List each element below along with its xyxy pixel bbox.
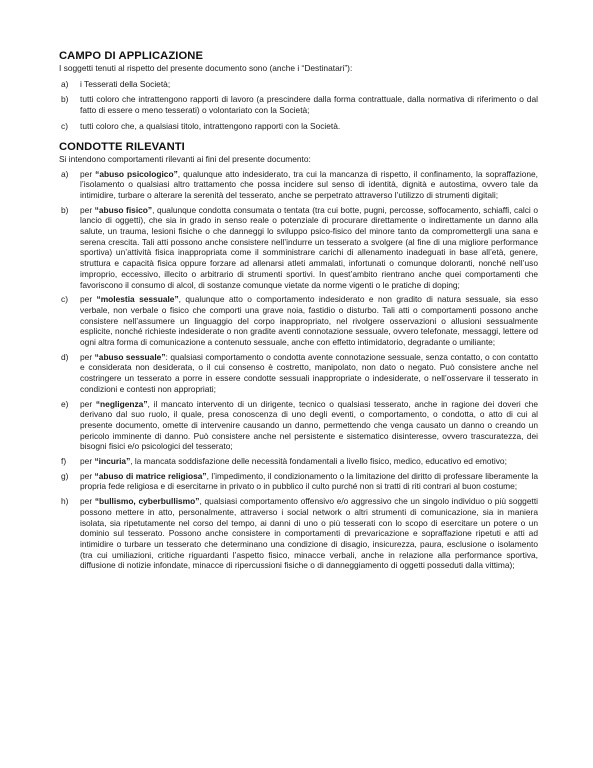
item-text: , l’impedimento, il condizionamento o la limitazione del diritto di professare liberamente la propria fede religiosa e di esercitarne in privato o in pubblico il culto purché non si tratti di riti contrari al buon costume; (80, 470, 538, 492)
item-text: tutti coloro che intrattengono rapporti di lavoro (a prescindere dalla forma contrattuale, dalla normativa di riferimento o dal fatto di essere o meno tesserati) o volontariato con la Società; (80, 94, 538, 115)
list-item (59, 456, 538, 467)
item-prefix: per (80, 204, 95, 215)
item-text: , qualunque atto indesiderato, tra cui la mancanza di rispetto, il confinamento, la sopraffazione, l’isolamento o qualsiasi altro trattamento che possa incidere sul senso di identità, dignità e autostima, ovvero tale da intimidire, turbare o alterare la serenità del tesserato, anche se perpetrato attraverso l’utilizzo di strumenti digitali; (80, 168, 538, 200)
item-text: , il mancato intervento di un dirigente, tecnico o qualsiasi tesserato, anche in ragione dei doveri che derivano dal suo ruolo, il quale, presa conoscenza di uno degli eventi, o comportamento, o condotta, o atto di cui al presente documento, omette di intervenire causando un danno, permettendo che venga causato un danno o creando un pericolo imminente di danno. Può consistere anche nel persistente e sistematico disinteresse, ovvero trascuratezza, dei bisogni fisici e/o psicologici del tesserato; (80, 398, 538, 452)
list-item (59, 205, 538, 291)
item-term: “negligenza” (95, 398, 148, 409)
item-prefix: per (80, 470, 95, 481)
item-marker: b) (61, 94, 69, 105)
item-marker: d) (61, 351, 69, 362)
item-term: “abuso di matrice religiosa” (94, 470, 207, 481)
campo-list (59, 79, 538, 132)
item-marker: c) (61, 120, 68, 131)
item-term: “incuria” (94, 456, 131, 467)
item-marker: e) (61, 398, 69, 409)
item-marker: g) (61, 470, 69, 481)
list-item (59, 169, 538, 201)
item-prefix: per (80, 496, 95, 507)
item-marker: a) (61, 168, 69, 179)
item-term: “abuso sessuale” (94, 351, 166, 362)
item-text: , qualunque condotta consumata o tentata (tra cui botte, pugni, percosse, soffocamento, schiaffi, calci o lancio di oggetti), che sia in grado in senso reale o potenziale di procurare direttamente o indirettamente un danno alla salute, un trauma, lesioni fisiche o che danneggi lo sviluppo psico-fisico del minore tanto da compromettergli una sana e serena crescita. Tali atti possono anche consistere nell’indurre un tesserato a svolgere (al fine di una migliore performance sportiva) un’attività fisica inappropriata come il somministrare carichi di allenamento inadeguati in base all’età, genere, struttura e capacità fisica oppure forzare ad allenarsi atleti ammalati, infortunati o comunque doloranti, nonché nell’uso improprio, eccessivo, illecito o arbitrario di strumenti sportivi. In quest’ambito rientrano anche quei comportamenti che favoriscono il consumo di alcol, di sostanze comunque vietate da norme vigenti o le pratiche di doping; (80, 204, 538, 290)
list-item (59, 79, 538, 90)
item-text: , la mancata soddisfazione delle necessità fondamentali a livello fisico, medico, educativo ed emotivo; (130, 456, 507, 467)
item-prefix: per (80, 294, 97, 305)
item-prefix: per (80, 168, 96, 179)
item-term: “abuso fisico” (94, 204, 153, 215)
item-text: tutti coloro che, a qualsiasi titolo, intrattengono rapporti con la Società. (80, 120, 341, 131)
campo-section (59, 50, 538, 136)
list-item (59, 94, 538, 115)
item-prefix: per (80, 351, 95, 362)
item-term: “abuso psicologico” (95, 168, 178, 179)
item-text: , qualsiasi comportamento offensivo e/o aggressivo che un singolo individuo o più soggetti possono mettere in atto, personalmente, attraverso i social network o altri strumenti di comunicazione, sia in maniera isolata, sia ripetutamente nel corso del tempo, ai danni di uno o più tesserati con lo scopo di esercitare un potere o un dominio sul tesserato. Possono anche consistere in comportamenti di prevaricazione e sopraffazione ripetuti e atti ad intimidire o turbare un tesserato che determinano una condizione di disagio, insicurezza, paura, esclusione o isolamento (tra cui umiliazioni, critiche riguardanti l’aspetto fisico, minacce verbali, anche in relazione alla performance sportiva, diffusione di notizie infondate, minacce di ripercussioni fisiche o di danneggiamento di oggetti posseduti dalla vittima); (80, 496, 539, 571)
condotte-section (59, 141, 538, 575)
item-text: , qualunque atto o comportamento indesiderato e non gradito di natura sessuale, sia esso verbale, non verbale o fisico che comporti una grave noia, fastidio o disturbo. Tali atti o comportamenti possono anche consistere nell’assumere un linguaggio del corpo inappropriato, nel rivolgere osservazioni o allusioni sessualmente esplicite, nonché richieste indesiderate o non gradite aventi connotazione sessuale, ovvero telefonate, messaggi, lettere od ogni altra forma di comunicazione a contenuto sessuale, anche con effetto intimidatorio, degradante o umiliante; (80, 294, 538, 348)
condotte-title: CONDOTTE RILEVANTI (59, 141, 185, 153)
list-item (59, 352, 538, 395)
item-marker: f) (61, 456, 67, 467)
condotte-list (59, 169, 538, 572)
list-item (59, 294, 538, 348)
list-item (59, 399, 538, 453)
item-prefix: per (80, 456, 95, 467)
condotte-intro: Si intendono comportamenti rilevanti ai fini del presente documento: (59, 154, 311, 164)
campo-intro: I soggetti tenuti al rispetto del presente documento sono (anche i “Destinatari”): (59, 63, 353, 73)
item-marker: c) (61, 294, 68, 305)
list-item (59, 471, 538, 492)
item-marker: h) (61, 496, 69, 507)
item-term: “bullismo, cyberbullismo” (94, 496, 200, 507)
item-prefix: per (80, 398, 96, 409)
list-item (59, 121, 538, 132)
item-text: i Tesserati della Società; (80, 78, 171, 89)
campo-title: CAMPO DI APPLICAZIONE (59, 50, 204, 62)
item-term: “molestia sessuale” (96, 294, 179, 305)
item-text: : qualsiasi comportamento o condotta avente connotazione sessuale, senza contatto, o con contatto e considerata non desiderata, o il cui consenso è costretto, manipolato, non dato o negato. Può consistere anche nel costringere un tesserato a porre in essere condotte sessuali inappropriate o indesiderate, o nell’osservare il tesserato in condizioni e contesti non appropriati; (80, 351, 538, 394)
list-item (59, 496, 538, 571)
item-marker: a) (61, 78, 69, 89)
item-marker: b) (61, 204, 69, 215)
